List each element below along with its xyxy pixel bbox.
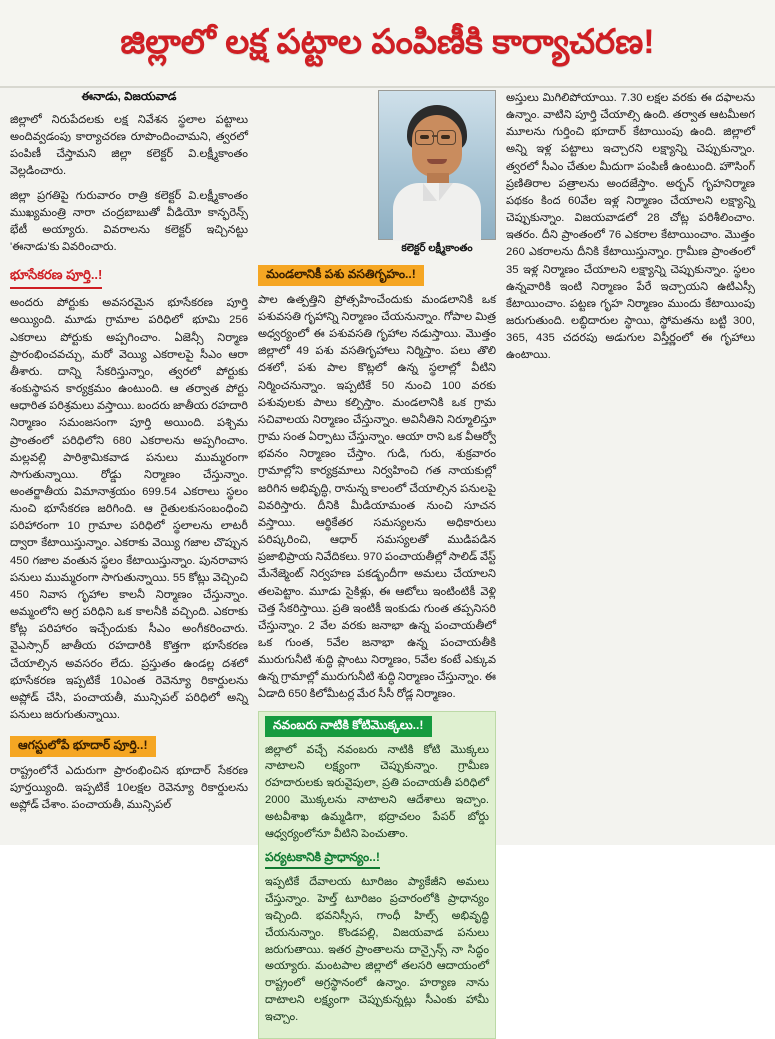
photo-block [378, 90, 496, 256]
mid-section-1-text: పాల ఉత్పత్తిని ప్రోత్సహించేందుకు మండలానికి ఒక పశువసతి గృహాన్ని నిర్మాణం చేయనున్నాం. గోపాల మిత్ర అధ్వర్యంలో ఈ పశువసతి గృహాల నడుస్తాయి. మొత్తం జిల్లాలో 49 పశు వసతిగృహాలు నిర్మిస్తాం. పలు తొలి దశలో, పశు పాల కొట్లలో ఉన్న స్థలాల్లో వీటిని నిర్మించనున్నాం. ఇప్పటికే 50 నుంచి 100 వరకు పశువులకు పాలు కల్పిస్తాం. మండలానికి ఒక గ్రామ సచివాలయ నిర్మాణం చేస్తున్నాం. అవినీతిని నిర్మూలిస్తూ గ్రామ సంత ఏర్పాటు చేస్తున్నాం. ఆయా రాని ఒక వీఆర్వో భవనం నిర్మాణం చేస్తాం. గుడి, గురు, శుక్రవారం గ్రామాల్లోని కార్యక్రమాలు నిర్వహించి గత నాయకుల్లో జరిగిన అభివృద్ధి, రానున్న కాలంలో చేయాల్సిన పనులపై వివరిస్తారు. దీనికి మీడియామంత నుంచి సూచన వస్తాయి. ఆర్థికేతర సమస్యలను అధికారులు పరిష్కరించి, ఆధార్ సమస్యలతో ముడిపడిన ప్రజాభిప్రాయ నివేదికలు. 970 పంచాయతీల్లో సాలిడ్ వేస్ట్ మేనేజ్మెంట్ నిర్వహణ పకడ్బందీగా అమలు చేయాలని తలపెట్టాం. మూడు సైకిళ్లు, ఈ ఆటోలు ఇంటింటికీ వెళ్లి చెత్త సేకరిస్తాయి. ప్రతి ఇంటికీ ఇంకుడు గుంత తప్పనిసరి చేస్తున్నాం. 2 వేల వరకు జనాభా ఉన్న పంచాయతీలో ఒక గుంత, 5వేల జనాభా ఉన్న పంచాయతీకి మురుగునీటి శుద్ధి ప్లాంటు నిర్మాణం, 5వేల కంటే ఎక్కువ ఉన్న గ్రామాల్లో మురుగునీటి శుద్ధి నిర్మాణం చేస్తున్నాం. ఈ ఏడాది 650 కిలోమీటర్ల మేర సీసీ రోడ్ల నిర్మాణం. [258, 293, 496, 701]
dateline: ఈనాడు, విజయవాడ [81, 90, 177, 103]
right-column [506, 90, 755, 838]
photo-caption: కలెక్టర్ లక్ష్మీకాంతం [401, 243, 473, 254]
portrait-collar-right [439, 183, 453, 201]
article-body [10, 90, 765, 1023]
portrait-mouth [427, 159, 447, 164]
left-section-2-text: రాష్ట్రంలోనే ఎదురుగా ప్రారంభించిన భూదార్ సేకరణ పూర్తయ్యింది. ఇప్పటికే 10లక్షల రెవెన్యూ రికార్డులను అప్లోడ్ చేశాం. పంచాయతీ, మున్సిపల్ [10, 765, 248, 812]
left-column [10, 90, 248, 838]
portrait-eye-right [441, 135, 450, 139]
mid-section-3-text: ఇప్పటికే దేవాలయ టూరిజం ప్యాకేజీని అమలు చేస్తున్నాం. హెల్త్ టూరిజం ప్రచారంలోకి ప్రాధాన్యం ఇచ్చింది. భవనిస్సీస, గాంధీ హిల్స్ అభివృద్ధి చేయనున్నాం. కొండపల్లి, విజయవాడ పనులు జరుగుతాయి. ఇతర ప్రాంతాలను దాన్సైన్స్ నా సిద్ధం అయ్యారు. మంటపాల జిల్లాలో తలసరి ఆదాయంలో రాష్ట్రంలో అగ్రస్థానంలో ఉన్నాం. హర్యాణ నాను దాటాలని లక్ష్యంగా చెప్పుకున్నట్లు సీఎంకు హామీ ఇచ్చాం. [265, 876, 489, 1023]
middle-column [258, 90, 496, 1023]
portrait-shirt [393, 183, 481, 241]
headline-banner [0, 0, 775, 88]
right-paragraph-1: అస్తులు మిగిలిపోయాయి. 7.30 లక్షల వరకు ఈ దఫాలను ఉన్నాం. వాటిని పూర్తి చేయాల్సి ఉంది. తర్వాత ఆటమీఅగ మూలను గుర్తించి భూదార్ కేటాయింపు ఉంది. జిల్లాలో అన్ని ఇళ్ల పట్టాలు ఇచ్చారని లక్ష్యాన్ని చెప్పుకున్నాం. త్వరలో సీఎం చేతుల మీదుగా పంపిణీ ఉంటుంది. హౌసింగ్ ప్రణితిరాల పత్రాలను అందజేస్తాం. అర్బన్ గృహనిర్మాణ పథకం కింద 60వేల ఇళ్ల నిర్మాణం చేయాలని లక్ష్యాన్ని చెప్పుకున్నాం. విజయవాడలో 28 చోట్ల పరిశీలించాం. ఇతరం. దీని ప్రాంతంలో 76 ఎకరాల కేటాయించాం. మొత్తం 260 ఎకరాలను దీనికి కేటాయిస్తున్నాం. గ్రామీణ ప్రాంతంలో 35 ఇళ్ల నిర్మాణం చేయాలని లక్ష్యాన్ని చెప్పుకున్నాం. స్థలం ఉన్నవారికి ఇంటి నిర్మాణం పేరే ఇచ్చాయని ఉటిఎస్సీ కేటాయించాం. పట్టణ గృహ నిర్మాణం ముందు కేటాయింపు జరుగుతుంది. లబ్ధిదారుల స్థాయి, స్థోమతను బట్టి 300, 365, 435 చదరపు అడుగుల విస్తీర్ణంలో ఈ గృహాలు ఉంటాయి. [506, 92, 755, 362]
left-paragraph-2: జిల్లా ప్రగతిపై గురువారం రాత్రి కలెక్టర్ వి.లక్ష్మీకాంతం ముఖ్యమంత్రి నారా చంద్రబాబుతో వీడియో కాన్ఫరెన్స్ భేటీ అయ్యారు. వివరాలను కలెక్టర్ ఇచ్చినట్టు 'ఈనాడు'కు వివరించారు. [10, 189, 248, 254]
left-paragraph-1: జిల్లాలో నిరుపేదలకు లక్ష నివేశన స్థలాల పట్టాలు అందివ్వడంపు కార్యాచరణ రూపొందించామని, త్వరలో పంపిణీ చేస్తామని జిల్లా కలెక్టర్ వి.లక్ష్మీకాంతం వెల్లడించారు. [10, 114, 248, 178]
portrait-collar-left [423, 183, 437, 201]
section-heading-cattle-shelter: మండలానికీ పశు వసతిగృహం..! [258, 265, 424, 286]
mid-section-2-text: జిల్లాలో వచ్చే నవంబరు నాటికి కోటి మొక్కలు నాటాలని లక్ష్యంగా చెప్పుకున్నాం. గ్రామీణ రహదారులకు ఇరువైపులా, ప్రతి పంచాయతీ పరిధిలో 2000 మొక్కలను నాటాలని ఆదేశాలు ఇచ్చాం. అటవీశాఖ ఉమ్మడిగా, భద్రాచలం పేపర్ బోర్డు ఆధ్వర్యంలోనూ వీటిని పెంచుతాం. [265, 743, 489, 840]
green-highlight-box [258, 711, 496, 1039]
portrait-eye-left [420, 135, 429, 139]
left-section-1-text: అందరు పోర్టుకు అవసరమైన భూసేకరణ పూర్తి అయ్యింది. మూడు గ్రామాల పరిధిలో భూమి 256 ఎకరాలు పోర్టుకు అప్పగించాం. ఏజెన్సీ నిర్మాణ ప్రారంభించవచ్చు, మరో వెయ్యి ఎకరాలపై సీఎం ఆరా తీశారు. దాన్ని సేకరిస్తున్నాం, త్వరలో పోర్టుకు శంకుస్థాపన కార్యక్రమం ఉంటుంది. ఆ తర్వాత పోర్టు ఆధారిత పరిశ్రమలు వస్తాయి. బందరు జాతీయ రహదారి నిర్మాణం సమంజసంగా పూర్తి అయింది. పశ్చిమ ప్రాంతంలో పరిధిలోని 680 ఎకరాలను అప్పగించాం. మల్లవల్లి పారిశ్రామికవాడ పనులు ముమ్మరంగా సాగుతున్నాయి. రోడ్డు నిర్మాణం చేస్తున్నాం. అంతర్జాతీయ విమానాశ్రయం 699.54 ఎకరాలు స్థలం నుంచి భూసేకరణ జరిగింది. ఆ రైతులకుసంబంధించి పరిహారంగా 10 గ్రామాల పరిధిలో స్థలాలను లాటరీ ద్వారా కేటాయిస్తున్నాం. ఎకరాకు వెయ్యి గజాల చొప్పున 450 గజాల వంతున స్థలం కేటాయిస్తున్నాం. పునరావాస పనులు ముమ్మరంగా సాగుతున్నాయి. 55 కోట్లు వెచ్చించి 450 నివాస గృహాల కాలనీ నిర్మాణం చేస్తున్నాం. అమ్మంలోని అగ్ర పరిధిని ఒక కాలనీకి వచ్చింది. ఎకరాకు కోట్ల పరిహారం ఇచ్చేందుకు సీఎం అంగీకరించారు. వైఎస్సార్ జాతీయ రహదారికి కొత్తగా భూసేకరణ చేయాల్సిన అవసరం లేదు. ప్రస్తుతం ఉండల్ల దశలో భూసేకరణ ఇప్పటికే 10ఎంత రెవెన్యూ రికార్డులను అప్లోడ్ చేసి, పంచాయతీ, మున్సిపల్ పరిధిలో అన్ని పనులు జరుగుతున్నాయి. [10, 297, 248, 721]
page-title: జిల్లాలో లక్ష పట్టాల పంపిణీకి కార్యాచరణ! [120, 23, 655, 62]
section-heading-bhudhar: ఆగస్టులోపే భూదార్ పూర్తి..! [10, 736, 156, 757]
collector-photo [378, 90, 496, 240]
section-heading-land-acquisition: భూసేకరణ పూర్తి..! [10, 267, 102, 289]
section-heading-crore-saplings: నవంబరు నాటికి కోటిమొక్కలు..! [265, 716, 432, 737]
glasses-bridge-icon [432, 135, 437, 137]
portrait-face [412, 115, 462, 177]
section-heading-tourism: పర్యటకానికి ప్రాధాన్యం..! [265, 850, 380, 869]
